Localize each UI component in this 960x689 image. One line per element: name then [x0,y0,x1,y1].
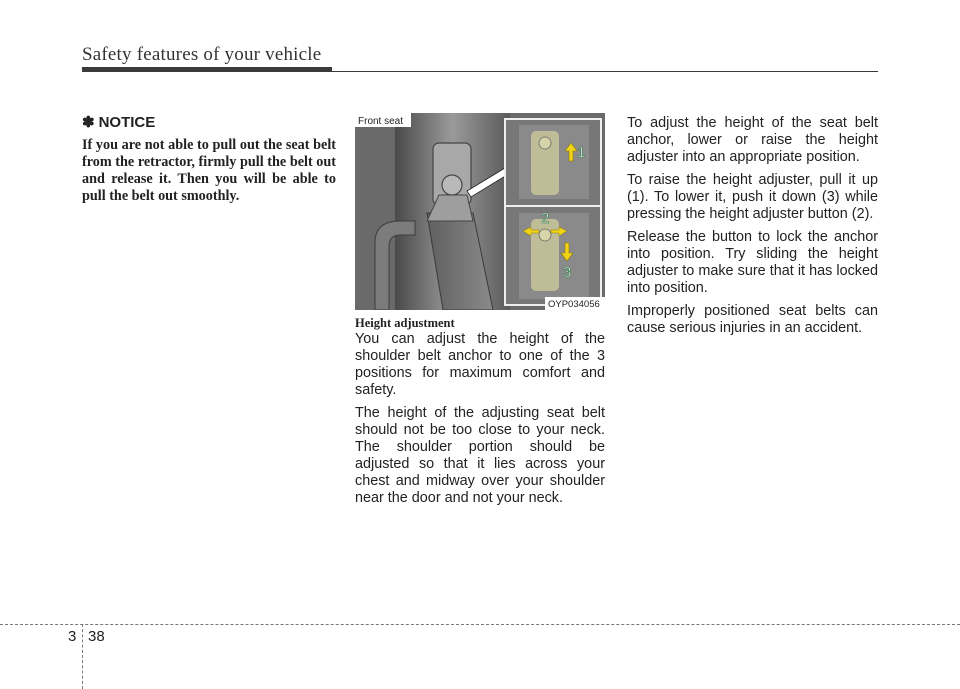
page-number: 38 [88,628,105,645]
seat-belt-height-adjust-illustration [355,113,605,310]
front-seat-label: Front seat [358,116,404,127]
paragraph: Release the button to lock the anchor into position. Try sliding the height adjuster to make sure that it has locked into position. [627,229,878,296]
header-rule [82,71,878,72]
notice-heading-text: NOTICE [98,113,156,131]
callout-2: 2 [541,210,550,227]
paragraph: The height of the adjusting seat belt should not be too close to your neck. The shoulder portion should be adjusted so that it lies across your chest and midway over your shoulder near the door and not your neck. [355,405,605,506]
adjuster-knob-upper [539,137,551,149]
footer-rule [0,624,960,625]
section-header-title: Safety features of your vehicle [82,44,322,65]
notice-body: If you are not able to pull out the seat belt from the retractor, firmly pull the belt out and release it. Then you will be able to pull the belt out smoothly. [82,137,336,204]
paragraph: You can adjust the height of the shoulder belt anchor to one of the 3 positions for maximum comfort and safety. [355,331,605,398]
callout-1: 1 [577,144,586,161]
paragraph: To raise the height adjuster, pull it up (1). To lower it, push it down (3) while pressing the height adjuster button (2). [627,172,878,222]
callout-3: 3 [563,264,572,281]
notice-star-icon: ✽ [82,114,95,131]
adjuster-knob-lower [539,229,551,241]
inset-divider [505,205,601,207]
notice-box [82,113,336,205]
page-chapter-number: 3 [68,628,77,645]
illustration-svg [355,113,605,310]
paragraph: Improperly positioned seat belts can cause serious injuries in an accident. [627,303,878,336]
column-2-text [355,331,605,513]
anchor-bolt [442,175,462,195]
paragraph: To adjust the height of the seat belt anchor, lower or raise the height adjuster into an appropriate position. [627,115,878,165]
figure-code: OYP034056 [548,299,600,310]
notice-heading [82,113,336,131]
column-3-text [627,115,878,343]
footer-divider [82,624,83,689]
figure-caption: Height adjustment [355,316,455,330]
